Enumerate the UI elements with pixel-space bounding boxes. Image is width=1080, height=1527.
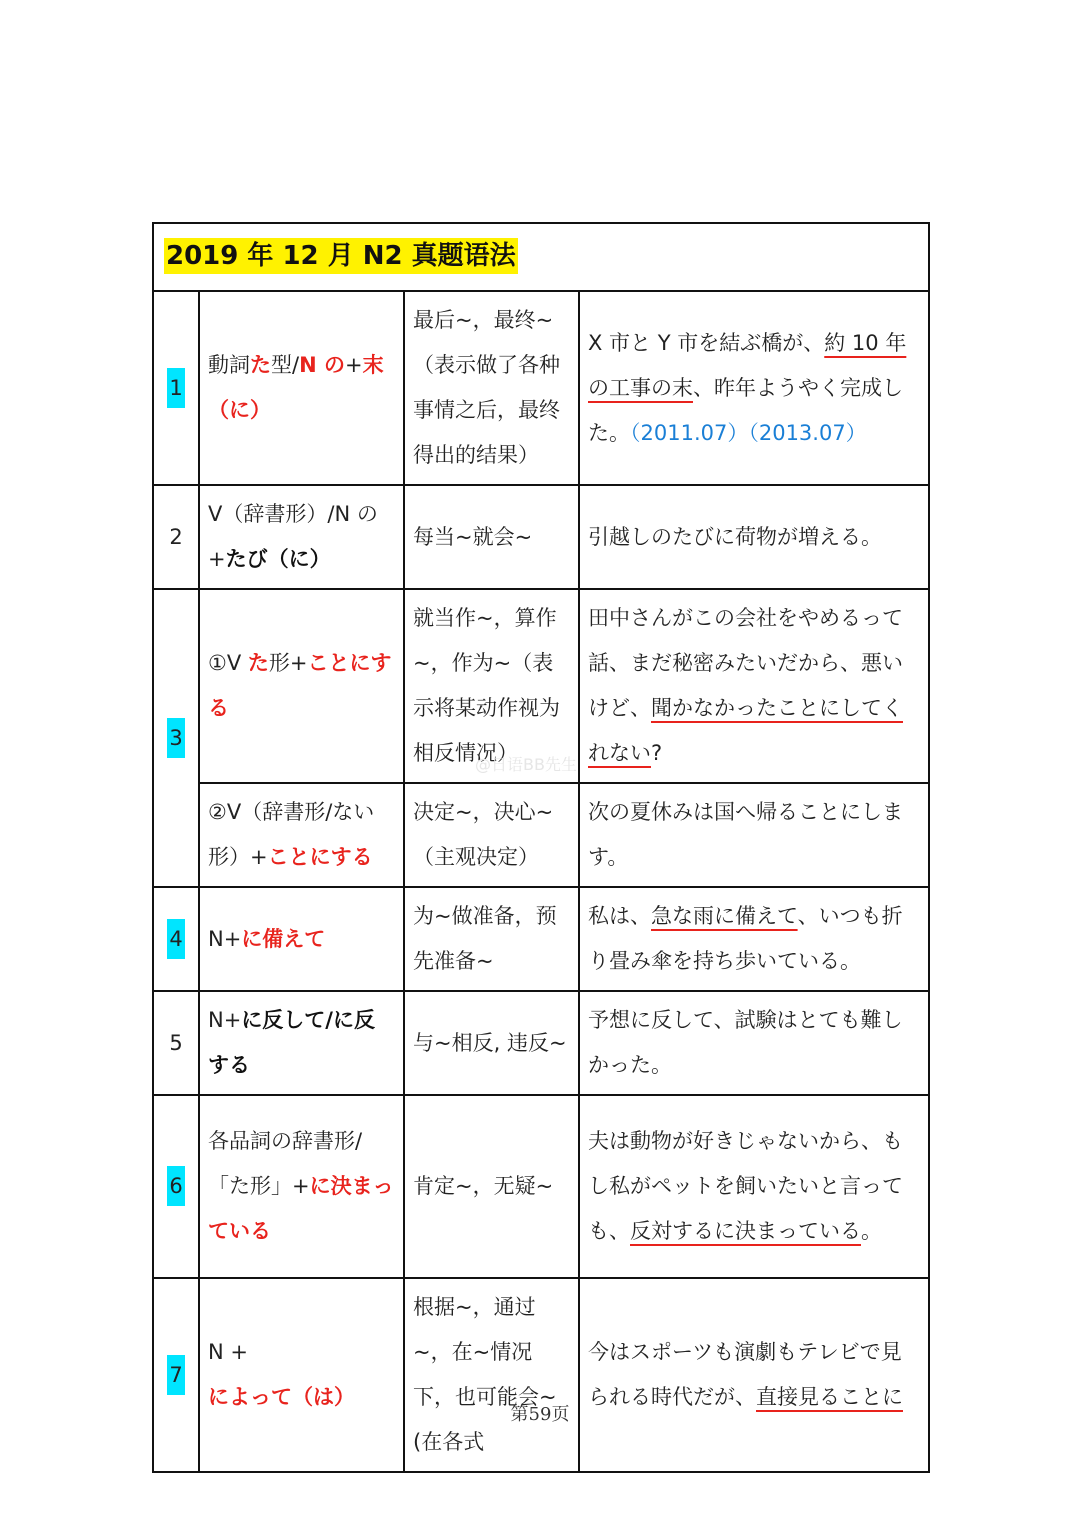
- underlined-phrase: 聞かなかったことにしてくれない: [588, 696, 903, 765]
- grammar-table: [152, 222, 930, 1473]
- year-ref: （2011.07）: [630, 420, 749, 445]
- table-row: [153, 485, 929, 589]
- grammar-cell: ①V た形+ことにする: [199, 589, 404, 783]
- meaning-cell: 肯定~，无疑~: [404, 1095, 579, 1278]
- example-cell: 予想に反して、試験はとても難しかった。: [579, 991, 929, 1095]
- row-number: 3: [167, 718, 184, 758]
- underlined-phrase: 急な雨に備えて: [651, 904, 798, 928]
- meaning-cell: 最后~，最终~（表示做了各种事情之后，最终得出的结果）: [404, 291, 579, 485]
- example-cell: 引越しのたびに荷物が増える。: [579, 485, 929, 589]
- row-number: 2: [153, 485, 199, 589]
- example-cell: 今はスポーツも演劇もテレビで見られる時代だが、直接見ることに: [579, 1278, 929, 1472]
- underlined-phrase: 反対するに決まっている: [630, 1219, 861, 1243]
- example-cell: 私は、急な雨に備えて、いつも折り畳み傘を持ち歩いている。: [579, 887, 929, 991]
- page-number: 第59页: [510, 1404, 570, 1425]
- grammar-cell: ②V（辞書形/ない形）+ことにする: [199, 783, 404, 887]
- row-number: 5: [153, 991, 199, 1095]
- meaning-cell: 就当作~，算作~，作为~（表示将某动作视为相反情况）: [404, 589, 579, 783]
- table-row: [153, 1278, 929, 1472]
- grammar-cell: N+に備えて: [199, 887, 404, 991]
- year-ref: （2013.07）: [748, 420, 867, 445]
- grammar-cell: N+に反して/に反する: [199, 991, 404, 1095]
- meaning-cell: 决定~，决心~（主观决定）: [404, 783, 579, 887]
- table-row: [153, 783, 929, 887]
- row-number: 7: [167, 1355, 184, 1395]
- meaning-cell: 每当~就会~: [404, 485, 579, 589]
- table-row: [153, 991, 929, 1095]
- title-row: [153, 223, 929, 291]
- row-number: 4: [167, 919, 184, 959]
- table-row: [153, 887, 929, 991]
- watermark: @日语BB先生: [475, 755, 577, 774]
- grammar-cell: 動詞た型/N の+末（に）: [199, 291, 404, 485]
- example-cell: X 市と Y 市を結ぶ橋が、約 10 年の工事の末、昨年ようやく完成した。（2011.07）（2013.07）: [579, 291, 929, 485]
- table-row: [153, 291, 929, 485]
- example-cell: 次の夏休みは国へ帰ることにします。: [579, 783, 929, 887]
- underlined-phrase: 直接見ることに: [756, 1385, 903, 1409]
- row-number: 6: [167, 1166, 184, 1206]
- grammar-cell: 各品詞の辞書形/「た形」+に決まっている: [199, 1095, 404, 1278]
- example-cell: 田中さんがこの会社をやめるって話、まだ秘密みたいだから、悪いけど、聞かなかったことにしてくれない?: [579, 589, 929, 783]
- meaning-cell: 为~做准备，预先准备~: [404, 887, 579, 991]
- grammar-cell: N + によって（は）: [199, 1278, 404, 1472]
- page-title: 2019 年 12 月 N2 真题语法: [164, 238, 518, 274]
- meaning-cell: 与~相反, 违反~: [404, 991, 579, 1095]
- table-row: [153, 1095, 929, 1278]
- grammar-cell: V（辞書形）/N の+たび（に）: [199, 485, 404, 589]
- row-number: 1: [167, 368, 184, 408]
- example-cell: 夫は動物が好きじゃないから、もし私がペットを飼いたいと言っても、反対するに決まっている。: [579, 1095, 929, 1278]
- meaning-cell: 根据~，通过~，在~情况下，也可能会~(在各式: [404, 1278, 579, 1472]
- underlined-phrase: 約 10 年の工事の末: [588, 330, 907, 400]
